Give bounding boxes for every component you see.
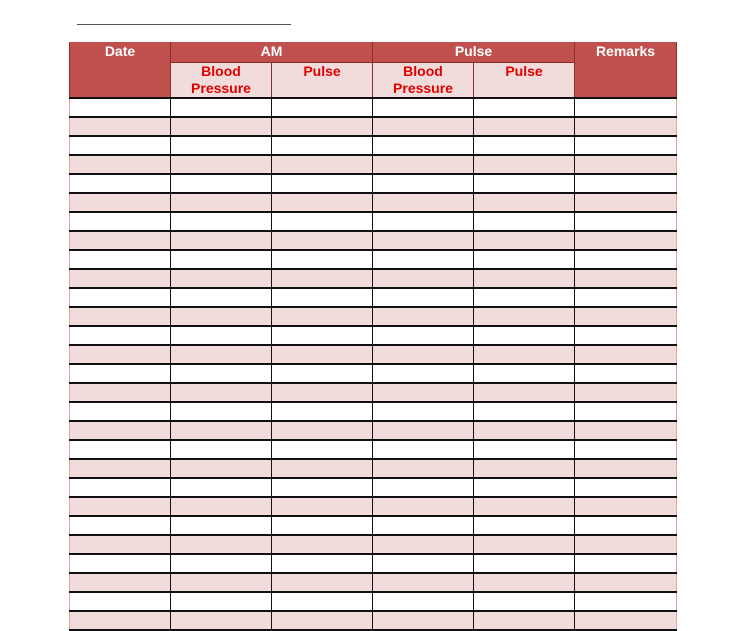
cell-pm-pulse[interactable] <box>474 193 575 212</box>
cell-pm-pulse[interactable] <box>474 345 575 364</box>
cell-pm-pulse[interactable] <box>474 611 575 630</box>
table-row <box>70 288 677 307</box>
cell-pm-blood-pressure[interactable] <box>373 250 474 269</box>
cell-pm-blood-pressure[interactable] <box>373 573 474 592</box>
cell-pm-blood-pressure[interactable] <box>373 307 474 326</box>
cell-pm-blood-pressure[interactable] <box>373 269 474 288</box>
cell-remarks[interactable] <box>575 250 677 269</box>
cell-pm-pulse[interactable] <box>474 516 575 535</box>
cell-pm-blood-pressure[interactable] <box>373 288 474 307</box>
cell-am-pulse[interactable] <box>272 98 373 117</box>
cell-am-pulse[interactable] <box>272 345 373 364</box>
cell-am-blood-pressure[interactable] <box>171 383 272 402</box>
cell-pm-pulse[interactable] <box>474 250 575 269</box>
cell-am-blood-pressure[interactable] <box>171 250 272 269</box>
cell-am-blood-pressure[interactable] <box>171 288 272 307</box>
cell-am-blood-pressure[interactable] <box>171 231 272 250</box>
cell-pm-pulse[interactable] <box>474 326 575 345</box>
cell-pm-pulse[interactable] <box>474 231 575 250</box>
cell-am-pulse[interactable] <box>272 516 373 535</box>
cell-pm-blood-pressure[interactable] <box>373 554 474 573</box>
cell-am-blood-pressure[interactable] <box>171 212 272 231</box>
cell-remarks[interactable] <box>575 592 677 611</box>
cell-am-pulse[interactable] <box>272 231 373 250</box>
cell-remarks[interactable] <box>575 402 677 421</box>
cell-date[interactable] <box>70 611 171 630</box>
cell-am-pulse[interactable] <box>272 288 373 307</box>
cell-am-pulse[interactable] <box>272 573 373 592</box>
cell-pm-blood-pressure[interactable] <box>373 535 474 554</box>
table-row <box>70 117 677 136</box>
table-row <box>70 136 677 155</box>
cell-am-pulse[interactable] <box>272 478 373 497</box>
table-row <box>70 155 677 174</box>
cell-pm-pulse[interactable] <box>474 155 575 174</box>
table-row <box>70 459 677 478</box>
cell-pm-pulse[interactable] <box>474 117 575 136</box>
cell-am-blood-pressure[interactable] <box>171 592 272 611</box>
cell-pm-blood-pressure[interactable] <box>373 611 474 630</box>
table-row <box>70 592 677 611</box>
subheader-pm-bp-line2: Pressure <box>393 80 453 96</box>
cell-date[interactable] <box>70 212 171 231</box>
cell-remarks[interactable] <box>575 269 677 288</box>
cell-remarks[interactable] <box>575 174 677 193</box>
cell-am-blood-pressure[interactable] <box>171 98 272 117</box>
table-row <box>70 98 677 117</box>
cell-pm-blood-pressure[interactable] <box>373 136 474 155</box>
cell-pm-pulse[interactable] <box>474 421 575 440</box>
cell-date[interactable] <box>70 440 171 459</box>
cell-remarks[interactable] <box>575 231 677 250</box>
cell-pm-blood-pressure[interactable] <box>373 193 474 212</box>
cell-pm-blood-pressure[interactable] <box>373 231 474 250</box>
cell-am-blood-pressure[interactable] <box>171 611 272 630</box>
cell-remarks[interactable] <box>575 478 677 497</box>
cell-pm-blood-pressure[interactable] <box>373 478 474 497</box>
cell-pm-blood-pressure[interactable] <box>373 516 474 535</box>
cell-date[interactable] <box>70 573 171 592</box>
cell-pm-blood-pressure[interactable] <box>373 326 474 345</box>
cell-am-pulse[interactable] <box>272 269 373 288</box>
cell-date[interactable] <box>70 231 171 250</box>
cell-remarks[interactable] <box>575 383 677 402</box>
cell-pm-pulse[interactable] <box>474 535 575 554</box>
cell-date[interactable] <box>70 383 171 402</box>
cell-pm-pulse[interactable] <box>474 554 575 573</box>
cell-am-blood-pressure[interactable] <box>171 269 272 288</box>
cell-date[interactable] <box>70 364 171 383</box>
cell-am-blood-pressure[interactable] <box>171 117 272 136</box>
cell-pm-pulse[interactable] <box>474 288 575 307</box>
table-row <box>70 535 677 554</box>
cell-date[interactable] <box>70 402 171 421</box>
cell-date[interactable] <box>70 326 171 345</box>
cell-remarks[interactable] <box>575 573 677 592</box>
table-row <box>70 421 677 440</box>
cell-am-blood-pressure[interactable] <box>171 136 272 155</box>
cell-am-pulse[interactable] <box>272 383 373 402</box>
table-row <box>70 326 677 345</box>
cell-remarks[interactable] <box>575 611 677 630</box>
cell-pm-blood-pressure[interactable] <box>373 364 474 383</box>
cell-date[interactable] <box>70 269 171 288</box>
table-row <box>70 212 677 231</box>
cell-am-pulse[interactable] <box>272 136 373 155</box>
cell-am-pulse[interactable] <box>272 554 373 573</box>
cell-am-blood-pressure[interactable] <box>171 155 272 174</box>
cell-pm-blood-pressure[interactable] <box>373 345 474 364</box>
cell-am-pulse[interactable] <box>272 117 373 136</box>
cell-am-pulse[interactable] <box>272 250 373 269</box>
cell-remarks[interactable] <box>575 421 677 440</box>
cell-am-pulse[interactable] <box>272 592 373 611</box>
table-row <box>70 440 677 459</box>
cell-date[interactable] <box>70 459 171 478</box>
cell-am-blood-pressure[interactable] <box>171 307 272 326</box>
cell-pm-pulse[interactable] <box>474 592 575 611</box>
table-row <box>70 573 677 592</box>
cell-remarks[interactable] <box>575 459 677 478</box>
cell-remarks[interactable] <box>575 155 677 174</box>
cell-pm-pulse[interactable] <box>474 402 575 421</box>
cell-date[interactable] <box>70 193 171 212</box>
cell-pm-pulse[interactable] <box>474 364 575 383</box>
cell-pm-blood-pressure[interactable] <box>373 497 474 516</box>
cell-am-blood-pressure[interactable] <box>171 193 272 212</box>
cell-pm-pulse[interactable] <box>474 136 575 155</box>
cell-am-blood-pressure[interactable] <box>171 174 272 193</box>
table-row <box>70 611 677 630</box>
cell-remarks[interactable] <box>575 212 677 231</box>
cell-date[interactable] <box>70 288 171 307</box>
cell-pm-blood-pressure[interactable] <box>373 212 474 231</box>
table-row <box>70 193 677 212</box>
cell-remarks[interactable] <box>575 554 677 573</box>
cell-pm-blood-pressure[interactable] <box>373 459 474 478</box>
cell-pm-pulse[interactable] <box>474 497 575 516</box>
cell-pm-pulse[interactable] <box>474 383 575 402</box>
cell-pm-pulse[interactable] <box>474 573 575 592</box>
cell-am-pulse[interactable] <box>272 402 373 421</box>
cell-pm-blood-pressure[interactable] <box>373 117 474 136</box>
table-row <box>70 174 677 193</box>
cell-date[interactable] <box>70 497 171 516</box>
cell-date[interactable] <box>70 155 171 174</box>
cell-am-blood-pressure[interactable] <box>171 573 272 592</box>
header-date: Date <box>70 43 171 99</box>
cell-am-pulse[interactable] <box>272 421 373 440</box>
cell-am-pulse[interactable] <box>272 307 373 326</box>
subheader-am-pulse: Pulse <box>272 63 373 99</box>
table-row <box>70 250 677 269</box>
cell-remarks[interactable] <box>575 193 677 212</box>
cell-date[interactable] <box>70 535 171 554</box>
cell-am-pulse[interactable] <box>272 611 373 630</box>
cell-pm-blood-pressure[interactable] <box>373 98 474 117</box>
cell-remarks[interactable] <box>575 307 677 326</box>
table-row <box>70 345 677 364</box>
blood-pressure-log-table <box>69 42 677 631</box>
cell-pm-blood-pressure[interactable] <box>373 402 474 421</box>
cell-am-pulse[interactable] <box>272 364 373 383</box>
cell-am-pulse[interactable] <box>272 326 373 345</box>
subheader-am-bp-line1: Blood <box>201 63 241 79</box>
cell-pm-blood-pressure[interactable] <box>373 592 474 611</box>
cell-remarks[interactable] <box>575 326 677 345</box>
cell-am-blood-pressure[interactable] <box>171 421 272 440</box>
cell-am-blood-pressure[interactable] <box>171 402 272 421</box>
header-pulse-group: Pulse <box>373 43 575 63</box>
cell-date[interactable] <box>70 117 171 136</box>
table-row <box>70 402 677 421</box>
cell-am-pulse[interactable] <box>272 212 373 231</box>
subheader-pm-blood-pressure <box>373 63 474 99</box>
cell-pm-blood-pressure[interactable] <box>373 440 474 459</box>
subheader-pm-bp-line1: Blood <box>403 63 443 79</box>
cell-am-pulse[interactable] <box>272 174 373 193</box>
cell-date[interactable] <box>70 98 171 117</box>
subheader-am-bp-line2: Pressure <box>191 80 251 96</box>
cell-remarks[interactable] <box>575 117 677 136</box>
cell-am-blood-pressure[interactable] <box>171 554 272 573</box>
cell-date[interactable] <box>70 174 171 193</box>
table-row <box>70 554 677 573</box>
subheader-am-blood-pressure <box>171 63 272 99</box>
cell-date[interactable] <box>70 136 171 155</box>
cell-pm-pulse[interactable] <box>474 212 575 231</box>
table-row <box>70 231 677 250</box>
header-remarks: Remarks <box>575 43 677 99</box>
cell-date[interactable] <box>70 554 171 573</box>
cell-remarks[interactable] <box>575 364 677 383</box>
cell-am-pulse[interactable] <box>272 497 373 516</box>
cell-date[interactable] <box>70 421 171 440</box>
cell-am-pulse[interactable] <box>272 155 373 174</box>
cell-remarks[interactable] <box>575 497 677 516</box>
cell-am-blood-pressure[interactable] <box>171 345 272 364</box>
table-row <box>70 269 677 288</box>
cell-pm-pulse[interactable] <box>474 269 575 288</box>
cell-pm-pulse[interactable] <box>474 478 575 497</box>
table-body <box>70 98 677 630</box>
cell-remarks[interactable] <box>575 98 677 117</box>
table-row <box>70 307 677 326</box>
cell-am-pulse[interactable] <box>272 193 373 212</box>
cell-am-blood-pressure[interactable] <box>171 478 272 497</box>
cell-date[interactable] <box>70 345 171 364</box>
cell-remarks[interactable] <box>575 516 677 535</box>
cell-pm-pulse[interactable] <box>474 98 575 117</box>
cell-am-blood-pressure[interactable] <box>171 459 272 478</box>
name-line <box>77 24 291 25</box>
cell-remarks[interactable] <box>575 535 677 554</box>
table-row <box>70 383 677 402</box>
header-am: AM <box>171 43 373 63</box>
subheader-pm-pulse: Pulse <box>474 63 575 99</box>
cell-date[interactable] <box>70 592 171 611</box>
cell-pm-blood-pressure[interactable] <box>373 383 474 402</box>
cell-pm-pulse[interactable] <box>474 174 575 193</box>
cell-am-blood-pressure[interactable] <box>171 535 272 554</box>
cell-date[interactable] <box>70 307 171 326</box>
table-row <box>70 478 677 497</box>
cell-am-blood-pressure[interactable] <box>171 364 272 383</box>
table-row <box>70 497 677 516</box>
cell-remarks[interactable] <box>575 288 677 307</box>
cell-am-blood-pressure[interactable] <box>171 516 272 535</box>
cell-am-pulse[interactable] <box>272 535 373 554</box>
cell-date[interactable] <box>70 250 171 269</box>
cell-remarks[interactable] <box>575 440 677 459</box>
cell-am-blood-pressure[interactable] <box>171 497 272 516</box>
cell-remarks[interactable] <box>575 136 677 155</box>
cell-pm-blood-pressure[interactable] <box>373 155 474 174</box>
cell-remarks[interactable] <box>575 345 677 364</box>
cell-am-blood-pressure[interactable] <box>171 440 272 459</box>
cell-pm-pulse[interactable] <box>474 440 575 459</box>
cell-am-pulse[interactable] <box>272 440 373 459</box>
cell-pm-pulse[interactable] <box>474 459 575 478</box>
cell-pm-blood-pressure[interactable] <box>373 421 474 440</box>
cell-am-pulse[interactable] <box>272 459 373 478</box>
cell-pm-blood-pressure[interactable] <box>373 174 474 193</box>
cell-date[interactable] <box>70 516 171 535</box>
cell-pm-pulse[interactable] <box>474 307 575 326</box>
cell-am-blood-pressure[interactable] <box>171 326 272 345</box>
table-row <box>70 364 677 383</box>
cell-date[interactable] <box>70 478 171 497</box>
table-row <box>70 516 677 535</box>
